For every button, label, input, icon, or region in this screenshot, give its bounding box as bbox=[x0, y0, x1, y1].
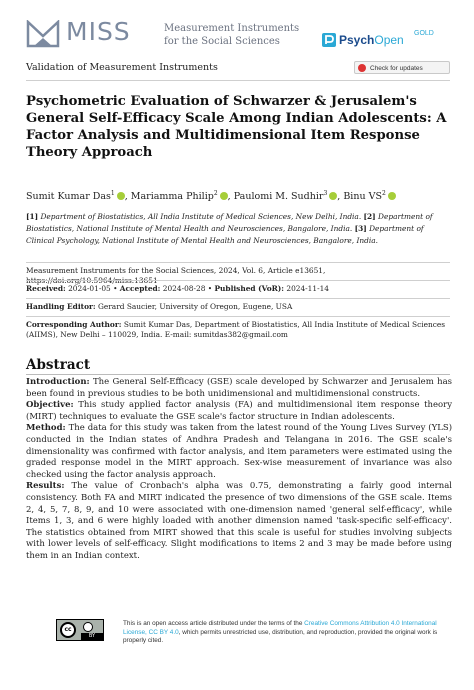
abstract-body bbox=[26, 377, 452, 563]
meta-divider bbox=[26, 298, 450, 299]
abstract-method bbox=[26, 423, 452, 481]
author-name[interactable]: Binu VS bbox=[343, 191, 382, 203]
license-link[interactable]: Creative Commons Attribution 4.0 International License, CC BY 4.0 bbox=[123, 620, 437, 636]
abstract-objective bbox=[26, 400, 452, 423]
journal-name-line2: for the Social Sciences bbox=[164, 36, 280, 47]
corresponding-author-label: Corresponding Author: bbox=[26, 320, 122, 329]
section-label: Validation of Measurement Instruments bbox=[26, 62, 218, 73]
cc-by-license-badge[interactable] bbox=[56, 619, 104, 641]
orcid-icon[interactable] bbox=[220, 192, 228, 200]
creative-commons-icon: cc bbox=[60, 622, 76, 638]
affiliation-number: [3] bbox=[354, 224, 367, 233]
received-label: Received: bbox=[26, 284, 66, 293]
attribution-person-icon bbox=[83, 622, 93, 632]
publisher-gold-label: GOLD bbox=[414, 30, 434, 37]
psychopen-logo-icon bbox=[322, 33, 336, 47]
affiliations bbox=[26, 211, 454, 247]
abstract-label: Introduction: bbox=[26, 377, 90, 387]
orcid-icon[interactable] bbox=[388, 192, 396, 200]
abstract-text: The value of Cronbach's alpha was 0.75, demonstrating a fairly good internal consistency. Both FA and MIRT indicated the presence of two dimensions of the GSE scale. Items 2, 4, 5, 7, 8, 9, and 10 were associated with one-dimension named 'general self-efficacy', while Items 1, 3, and 6 were highly loaded with another dimension named 'task-specific self-efficacy'. The statistics obtained from MIRT showed that this scale is useful for studies involving subjects with lower levels of self-efficacy. Slight modifications to items 2 and 3 may be made before using them in an Indian context. bbox=[26, 481, 453, 561]
abstract-label: Method: bbox=[26, 423, 66, 434]
published-date: 2024-11-14 bbox=[286, 284, 329, 293]
abstract-text: This study applied factor analysis (FA) and multidimensional item response theory (MIRT) techniques to evaluate the GSE scale's factor structure in Indian adolescents. bbox=[26, 400, 453, 422]
author-separator: , bbox=[337, 191, 344, 203]
crossmark-icon bbox=[358, 64, 366, 72]
article-title: Psychometric Evaluation of Schwarzer & Jerusalem's General Self-Efficacy Scale Among Indian Adolescents: A Factor Analysis and Multidimensional Item Response Theory Approach bbox=[26, 94, 447, 160]
accepted-date: 2024-08-28 bbox=[162, 284, 206, 293]
author-name[interactable]: Sumit Kumar Das bbox=[26, 191, 111, 203]
by-label: BY bbox=[81, 633, 103, 640]
abstract-label: Results: bbox=[26, 481, 65, 492]
check-for-updates-label: Check for updates bbox=[370, 65, 423, 72]
publisher-name-open: Open bbox=[374, 33, 404, 47]
abstract-text: The data for this study was taken from the latest round of the Young Lives Survey (YLS) conducted in the Indian states of Andhra Pradesh and Telangana in 2016. The GSE scale's dimensionality was confirmed with factor analysis, and item parameters were estimated using the graded response model in the MIRT approach. Sex-wise measurement of invariance was also checked using the factor analysis approach. bbox=[26, 423, 453, 480]
abstract-heading: Abstract bbox=[26, 357, 91, 373]
author-name[interactable]: Mariamma Philip bbox=[130, 191, 214, 203]
abstract-results bbox=[26, 481, 452, 562]
author-name[interactable]: Paulomi M. Sudhir bbox=[233, 191, 324, 203]
affiliation-number: [2] bbox=[363, 212, 376, 221]
author-affil-sup: 1 bbox=[110, 190, 115, 197]
corresponding-author-line1: Sumit Kumar Das, Department of Biostatistics, All India Institute of Medical Sciences bbox=[123, 320, 446, 329]
dates-line: Received: 2024-01-05 • Accepted: 2024-08-28 • Published (VoR): 2024-11-14 bbox=[26, 284, 329, 293]
author-separator: , bbox=[124, 191, 131, 203]
author-affil-sup: 2 bbox=[381, 190, 386, 197]
affiliation-text: Department of Clinical Psychology, National Institute of Mental Health and Neurosciences, Bangalore, India. bbox=[26, 224, 424, 245]
handling-editor-value: Gerard Saucier, University of Oregon, Eugene, USA bbox=[97, 302, 293, 311]
journal-name-line1: Measurement Instruments bbox=[164, 23, 300, 34]
abstract-divider bbox=[26, 374, 450, 375]
meta-divider bbox=[26, 316, 450, 317]
affiliation-number: [1] bbox=[26, 212, 39, 221]
author-separator: , bbox=[227, 191, 234, 203]
author-list bbox=[26, 188, 396, 203]
corresponding-author-line2[interactable]: (AIIMS), New Delhi – 110029, India. E-mail: sumitdas382@gmail.com bbox=[26, 330, 288, 339]
author-affil-sup: 3 bbox=[323, 190, 328, 197]
corresponding-author bbox=[26, 320, 454, 340]
publisher-name-psych: Psych bbox=[339, 33, 375, 47]
publisher-logo-text[interactable] bbox=[339, 33, 404, 47]
license-text-end: , which permits unrestricted use, distribution, and reproduction, provided the original work is properly cited. bbox=[123, 628, 438, 645]
abstract-introduction bbox=[26, 377, 452, 400]
journal-name[interactable] bbox=[164, 22, 299, 48]
meta-divider bbox=[26, 280, 450, 281]
license-text-start: This is an open access article distributed under the terms of the bbox=[123, 620, 305, 627]
miss-logo-text: MISS bbox=[66, 17, 131, 46]
journal-header bbox=[0, 0, 474, 56]
license-statement bbox=[123, 620, 443, 646]
miss-logo-icon bbox=[26, 20, 60, 48]
check-for-updates-button[interactable] bbox=[354, 61, 450, 74]
orcid-icon[interactable] bbox=[117, 192, 125, 200]
affiliation-text: Department of Biostatistics, All India Institute of Medical Sciences, New Delhi, India. bbox=[40, 212, 362, 221]
published-label: Published (VoR): bbox=[214, 284, 285, 293]
header-divider bbox=[26, 80, 450, 81]
affiliation-text: Department of Biostatistics, National Institute of Mental Health and Neurosciences, Bangalore, India. bbox=[26, 212, 433, 233]
accepted-label: Accepted: bbox=[119, 284, 161, 293]
abstract-label: Objective: bbox=[26, 400, 74, 411]
abstract-text: The General Self-Efficacy (GSE) scale developed by Schwarzer and Jerusalem has been found in previous studies to be both unidimensional and multidimensional constructs. bbox=[26, 377, 452, 399]
meta-divider bbox=[26, 262, 450, 263]
author-affil-sup: 2 bbox=[213, 190, 218, 197]
handling-editor-label: Handling Editor: bbox=[26, 302, 96, 311]
citation-line[interactable]: Measurement Instruments for the Social Sciences, 2024, Vol. 6, Article e13651, bbox=[26, 266, 326, 275]
received-date: 2024-01-05 bbox=[68, 284, 111, 293]
handling-editor bbox=[26, 302, 454, 312]
